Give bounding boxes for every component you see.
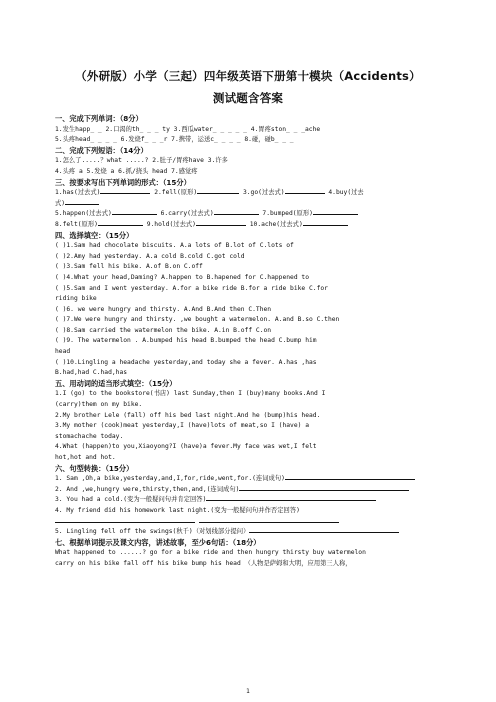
question-6-1 xyxy=(55,474,453,485)
question-6-5 xyxy=(55,527,453,538)
question-5-2: 2.My brother Lele (fall) off his bed last night.And he (bump)his head. xyxy=(55,411,321,419)
answer-line[interactable] xyxy=(239,490,409,491)
question-4-9: ( )9. The watermelon . A.bumped his head B.bumped the head C.bump him xyxy=(55,337,317,345)
question-6-5-text: 5. Lingling fell off the swings(秋千)（对划线部分提问） xyxy=(55,528,250,536)
answer-blank[interactable] xyxy=(100,193,150,194)
section-3-line-3 xyxy=(55,220,453,231)
question-4-5: ( )5.Sam and I went yesterday. A.for a bike ride B.for a ride bike C.for xyxy=(55,284,328,292)
item-bumped: 7.bumped(原形) xyxy=(258,210,313,218)
question-6-2-text: 2. And ,we,hungry were,thirsty,then,and,(连词成句) xyxy=(55,485,240,493)
answer-line[interactable] xyxy=(285,479,415,480)
item-buy-cont: 式) xyxy=(55,199,66,207)
question-5-3: 3.My mother (cook)meat yesterday,I (have)lots of meat,so I (have) a xyxy=(55,422,310,430)
section-2-line-2: 4.头疼 a 5.发烧 a 6.抓/挠头 head 7.感觉疼 xyxy=(55,167,198,175)
section-7-line-2: carry on his bike fall off his bike bump his head （人物是萨姆和大明，应用第三人称， xyxy=(55,559,352,567)
question-4-4: ( )4.What your head,Daming? A.happen to B.hapened for C.happened to xyxy=(55,273,310,281)
item-happen: 5.happen(过去式) xyxy=(55,210,112,218)
question-5-4: 4.What (happen)to you,Xiaoyong?I (have)a fever.My face was wet,I felt xyxy=(55,443,317,451)
question-6-3 xyxy=(55,495,453,506)
question-6-4 xyxy=(55,506,453,517)
question-5-1: 1.I (go) to the bookstore(书店) last Sunday,then I (buy)many books.And I xyxy=(55,390,326,398)
item-felt: 8.felt(原形) xyxy=(55,220,98,228)
item-ache: 10.ache(过去式) xyxy=(245,220,303,228)
answer-blank[interactable] xyxy=(214,214,259,215)
section-7-line-1: What happened to ......? go for a bike ride and then hungry thirsty buy watermelon xyxy=(55,549,366,557)
answer-blank[interactable] xyxy=(98,225,143,226)
question-5-4-cont: hot,hot and hot. xyxy=(55,454,116,461)
document-title: （外研版）小学（三起）四年级英语下册第十模块（Accidents） xyxy=(75,69,421,83)
item-fell: 2.fell(原形) xyxy=(150,189,198,197)
question-6-1-text: 1. Sam ,Oh,a bike,yesterday,and,I,for,ride,went,for.(连词成句) xyxy=(55,475,285,483)
section-2-heading: 二、完成下列短语：（14分） xyxy=(55,145,148,155)
section-3-line-2 xyxy=(55,209,453,220)
question-5-1-cont: (carry)them on my bike. xyxy=(55,401,143,409)
document-subtitle: 测试题含答案 xyxy=(212,91,284,105)
item-go: 3.go(过去式) xyxy=(239,189,285,197)
answer-blank[interactable] xyxy=(197,193,239,194)
section-1-heading: 一、完成下列单词：（8分） xyxy=(55,114,143,123)
section-3-line-1-cont xyxy=(55,199,453,210)
question-6-2 xyxy=(55,485,453,496)
section-3-line-1 xyxy=(55,188,453,199)
page-number: 1 xyxy=(246,688,250,695)
item-has: 1.has(过去式) xyxy=(55,189,101,197)
answer-line[interactable] xyxy=(249,532,399,533)
section-2-line-1: 1.怎么了.....？what .....? 2.肚子/胃疼have 3.许多 xyxy=(55,157,228,165)
question-4-9-cont: head xyxy=(55,348,71,356)
section-1-line-1: 1.发生happ_ _ 2.口渴的th_ _ _ ty 3.西瓜water_ _ _ _ _ 4.胃疼ston_ _ _ache xyxy=(55,125,321,133)
question-6-3-text: 3. You had a cold.(变为一般疑问句并肯定回答) xyxy=(55,496,207,504)
answer-line[interactable] xyxy=(199,522,339,523)
item-buy: 4.buy(过去 xyxy=(324,189,364,197)
answer-blank[interactable] xyxy=(303,225,348,226)
item-carry: 6.carry(过去式) xyxy=(156,210,214,218)
question-4-2: ( )2.Amy had yesterday. A.a cold B.cold C.got cold xyxy=(55,252,245,260)
section-6-heading: 六、句型转换：（15分） xyxy=(55,463,134,473)
question-4-1: ( )1.Sam had chocolate biscuits. A.a lots of B.lot of C.lots of xyxy=(55,242,294,250)
answer-line[interactable] xyxy=(55,522,195,523)
section-7-heading: 七、根据单词提示及课文内容，讲述故事，至少6句话：（18分） xyxy=(55,537,261,547)
section-5-heading: 五、用动词的适当形式填空：（15分） xyxy=(55,378,177,388)
item-hold: 9.hold(过去式) xyxy=(142,220,196,228)
question-4-8: ( )8.Sam carried the watermelon the bike. A.in B.off C.on xyxy=(55,326,272,334)
question-6-4-answer xyxy=(55,517,453,528)
question-4-7: ( )7.We were hungry and thirsty. ,we bought a watermelon. A.and B.so C.then xyxy=(55,316,340,324)
question-4-5-cont: riding bike xyxy=(55,295,97,303)
answer-blank[interactable] xyxy=(285,193,325,194)
section-4-heading: 四、选择填空：（15分） xyxy=(55,230,134,240)
answer-blank[interactable] xyxy=(112,214,157,215)
answer-blank[interactable] xyxy=(65,204,99,205)
worksheet-body xyxy=(55,114,453,570)
answer-line[interactable] xyxy=(206,500,376,501)
question-4-6: ( )6. we were hungry and thirsty. A.And B.And then C.Then xyxy=(55,305,272,313)
question-6-4-text: 4. My friend did his homework last night.(变为一般疑问句并作否定回答) xyxy=(55,506,300,514)
answer-blank[interactable] xyxy=(313,214,358,215)
question-4-10-cont: B.had,had C.had,has xyxy=(55,369,128,377)
section-3-heading: 三、按要求写出下列单词的形式：（15分） xyxy=(55,177,191,187)
question-4-3: ( )3.Sam fell his bike. A.of B.on C.off xyxy=(55,263,203,271)
question-4-10: ( )10.Lingling a headache yesterday,and today she a fever. A.has ,has xyxy=(55,358,317,366)
question-5-3-cont: stomachache today. xyxy=(55,432,124,440)
section-1-line-2: 5.头疼head_ _ _ _ 6.发烧f_ _ _r 7.携带，运送c_ _ _ _ 8.碰，碰b_ _ _ xyxy=(55,136,294,144)
answer-blank[interactable] xyxy=(196,225,246,226)
